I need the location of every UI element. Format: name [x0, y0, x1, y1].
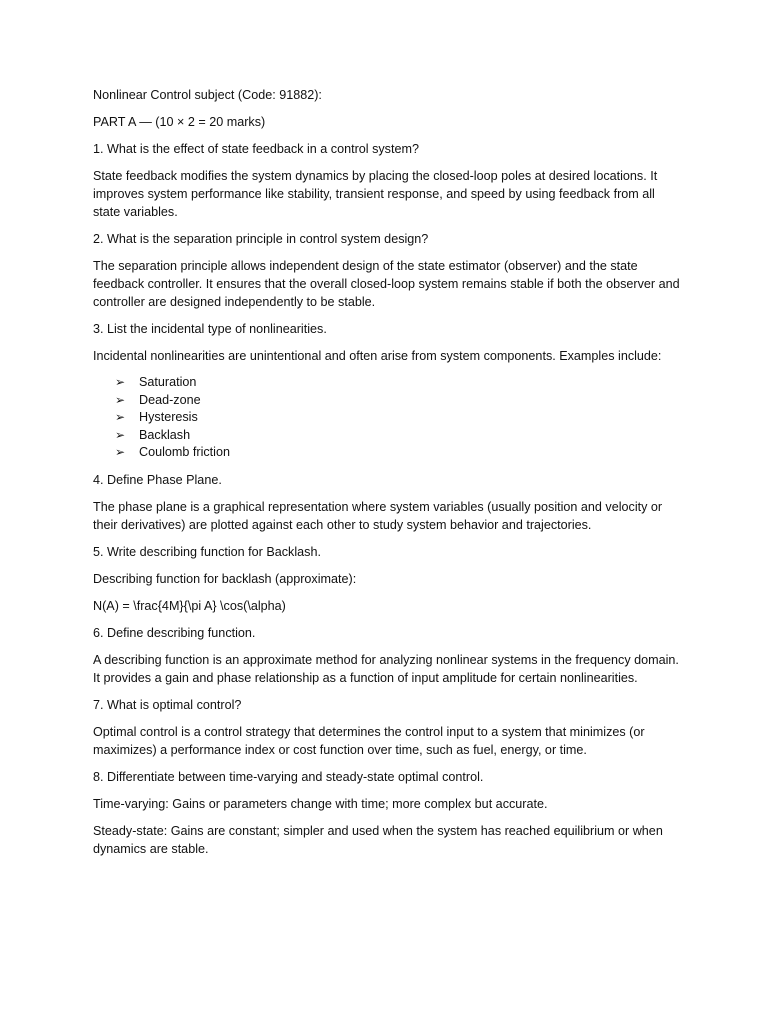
arrow-bullet-icon: ➢: [115, 445, 126, 459]
answer-3: Incidental nonlinearities are unintentional and often arise from system components. Examples include:: [93, 349, 662, 363]
question-1: 1. What is the effect of state feedback in a control system?: [93, 142, 419, 156]
answer-1: State feedback modifies the system dynamics by placing the closed-loop poles at desired locations. It improves system performance like stability, transient response, and speed by using feedback from all state variables.: [93, 169, 658, 219]
list-item: ➢ Dead-zone: [93, 392, 683, 410]
list-item: ➢ Backlash: [93, 427, 683, 445]
question-2: 2. What is the separation principle in control system design?: [93, 232, 429, 246]
answer-2: The separation principle allows independent design of the state estimator (observer) and the state feedback controller. It ensures that the overall closed-loop system remains stable if both the observer and controller are designed independently to be stable.: [93, 259, 680, 309]
question-7: 7. What is optimal control?: [93, 697, 242, 712]
answer-4: The phase plane is a graphical representation where system variables (usually position and velocity or their derivatives) are plotted against each other to study system behavior and trajectories.: [93, 499, 663, 532]
document-heading: Nonlinear Control subject (Code: 91882):: [93, 88, 322, 102]
answer-5: Describing function for backlash (approximate):: [93, 571, 357, 586]
nonlinearity-list: [93, 374, 683, 462]
question-5: 5. Write describing function for Backlash.: [93, 544, 321, 559]
answer-6: A describing function is an approximate method for analyzing nonlinear systems in the frequency domain. It provides a gain and phase relationship as a function of input amplitude for certain nonlinearities.: [93, 652, 679, 685]
question-4: 4. Define Phase Plane.: [93, 472, 222, 487]
question-8: 8. Differentiate between time-varying and steady-state optimal control.: [93, 769, 484, 784]
arrow-bullet-icon: ➢: [115, 392, 126, 407]
list-item: ➢ Coulomb friction: [93, 444, 683, 462]
arrow-bullet-icon: ➢: [115, 375, 126, 389]
question-3: 3. List the incidental type of nonlinearities.: [93, 322, 327, 336]
answer-7: Optimal control is a control strategy that determines the control input to a system that minimizes (or maximizes) a performance index or cost function over time, such as fuel, energy, or time.: [93, 724, 645, 757]
list-item: ➢ Saturation: [93, 374, 683, 392]
document-page: [93, 86, 683, 867]
question-6: 6. Define describing function.: [93, 625, 256, 640]
part-heading: PART A — (10 × 2 = 20 marks): [93, 115, 266, 129]
arrow-bullet-icon: ➢: [115, 410, 126, 424]
answer-8-steady-state: Steady-state: Gains are constant; simpler and used when the system has reached equilibrium or when dynamics are stable.: [93, 823, 663, 856]
answer-8-time-varying: Time-varying: Gains or parameters change with time; more complex but accurate.: [93, 796, 548, 811]
backlash-formula: N(A) = \frac{4M}{\pi A} \cos(\alpha): [93, 598, 286, 613]
list-item: ➢ Hysteresis: [93, 409, 683, 427]
arrow-bullet-icon: ➢: [115, 427, 126, 442]
